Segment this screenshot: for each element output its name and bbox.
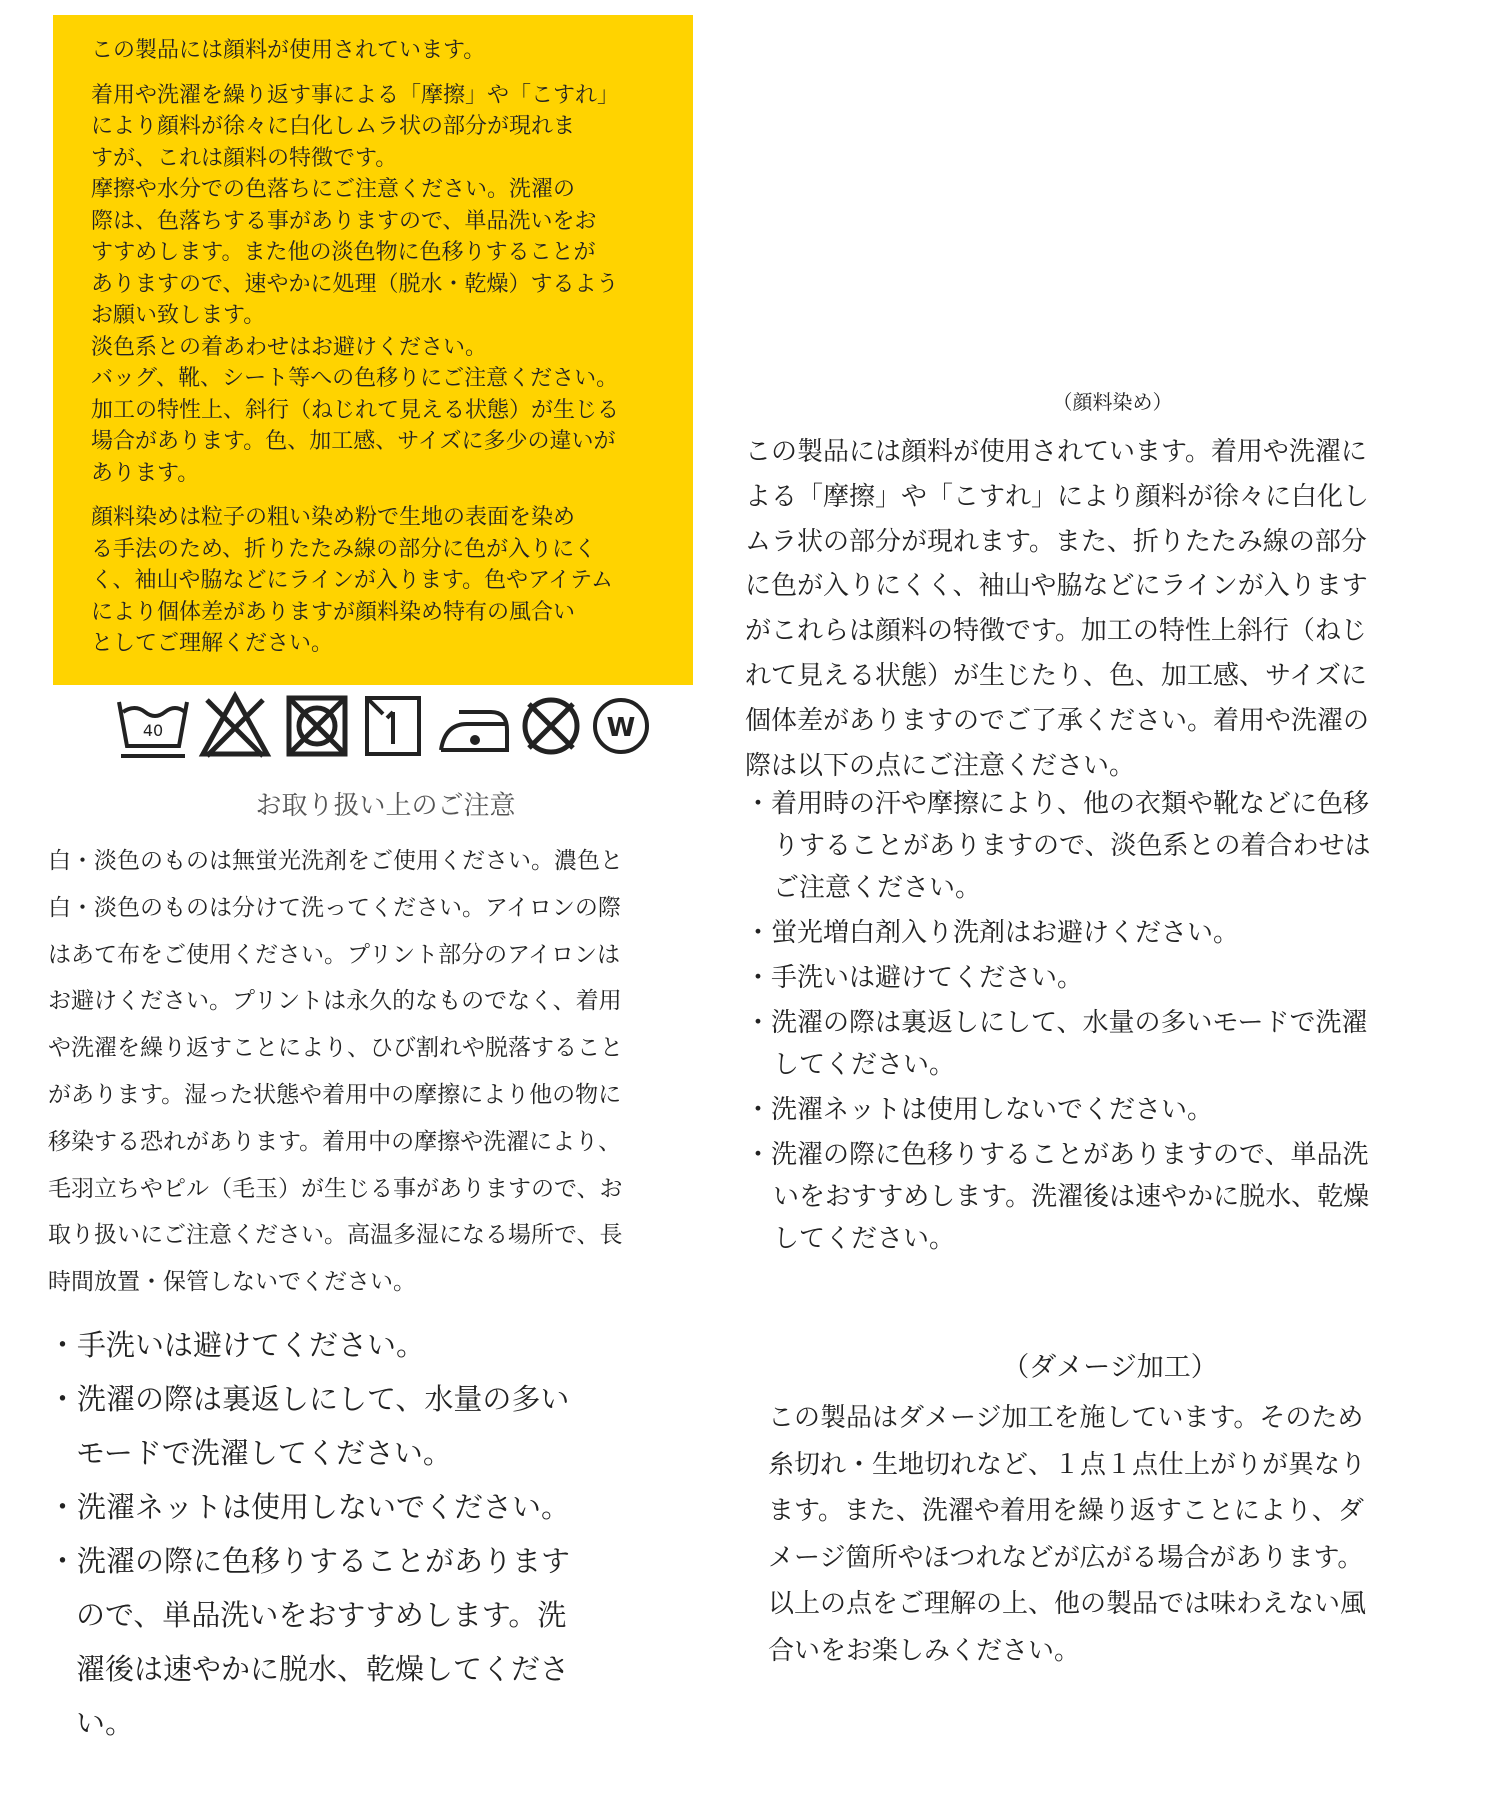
list-item: ・洗濯ネットは使用しないでください。	[745, 1095, 1214, 1125]
wash-40-icon	[119, 702, 187, 756]
damage-body: この製品はダメージ加工を施しています。そのため 糸切れ・生地切れなど、１点１点仕上がりが異なり ます。また、洗濯や着用を繰り返すことにより、ダ メージ箇所やほつれなどが広がる場合があります。 以上の点をご理解の上、他の製品では味わえない風 合いをお楽しみください。	[768, 1403, 1367, 1666]
no-dry-clean-icon	[525, 700, 577, 752]
line-dry-shade-icon	[367, 698, 419, 754]
wash-temp-label: 40	[142, 721, 164, 740]
list-item: ・洗濯の際は裏返しにして、水量の多いモードで洗濯 してください。	[745, 1008, 1368, 1080]
list-item: ・着用時の汗や摩擦により、他の衣類や靴などに色移 りすることがありますので、淡色系との着合わせは ご注意ください。	[745, 789, 1371, 903]
handling-title: お取り扱い上のご注意	[255, 791, 516, 821]
notice-paragraph: この製品には顔料が使用されています。	[91, 38, 486, 63]
wet-clean-label: W	[606, 713, 636, 743]
list-item: ・蛍光増白剤入り洗剤はお避けください。	[745, 918, 1240, 948]
pigment-body: この製品には顔料が使用されています。着用や洗濯に よる「摩擦」や「こすれ」により顔料が徐々に白化し ムラ状の部分が現れます。また、折りたたみ線の部分 に色が入りにくく、袖山や脇などにラインが入ります がこれらは顔料の特徴です。加工の特性上斜行（ねじ れて見える状態）が生じたり、色、加工感、サイズに 個体差がありますのでご了承ください。着用や洗濯の 際は以下の点にご注意ください。	[745, 437, 1370, 781]
damage-title: （ダメージ加工）	[1002, 1352, 1218, 1383]
pigment-title: （顔料染め）	[1052, 390, 1173, 414]
care-symbols-row	[115, 690, 655, 768]
list-item: ・手洗いは避けてください。	[745, 963, 1084, 993]
list-item: ・洗濯の際に色移りすることがありますので、単品洗 いをおすすめします。洗濯後は速やかに脱水、乾燥 してください。	[745, 1140, 1370, 1254]
list-item: ・手洗いは避けてください。	[48, 1328, 426, 1362]
pigment-notice-box	[53, 15, 693, 685]
list-item: ・洗濯ネットは使用しないでください。	[48, 1490, 571, 1524]
iron-low-icon	[441, 712, 507, 750]
no-bleach-icon	[203, 696, 267, 756]
pigment-list	[745, 783, 1485, 1263]
wet-clean-icon	[595, 700, 647, 752]
list-item: ・洗濯の際に色移りすることがあります ので、単品洗いをおすすめします。洗 濯後は速やかに脱水、乾燥してくださ い。	[48, 1544, 571, 1740]
notice-paragraph: 着用や洗濯を繰り返す事による「摩擦」や「こすれ」 により顔料が徐々に白化しムラ状の部分が現れま すが、これは顔料の特徴です。 摩擦や水分での色落ちにご注意ください。洗濯の 際は、色落ちする事がありますので、単品洗いをお すすめします。また他の淡色物に色移りすることが ありますので、速やかに処理（脱水・乾燥）するよう お願い致します。 淡色系との着あわせはお避けください。 バッグ、靴、シート等への色移りにご注意ください。 加工の特性上、斜行（ねじれて見える状態）が生じる 場合があります。色、加工感、サイズに多少の違いが あります。	[91, 82, 620, 486]
no-tumble-dry-icon	[289, 698, 345, 754]
list-item: ・洗濯の際は裏返しにして、水量の多い モードで洗濯してください。	[48, 1382, 570, 1470]
handling-list	[48, 1318, 668, 1750]
notice-paragraph: 顔料染めは粒子の粗い染め粉で生地の表面を染め る手法のため、折りたたみ線の部分に色が入りにく く、袖山や脇などにラインが入ります。色やアイテム により個体差がありますが顔料染め特有の風合い としてご理解ください。	[91, 505, 614, 656]
handling-body: 白・淡色のものは無蛍光洗剤をご使用ください。濃色と 白・淡色のものは分けて洗ってください。アイロンの際 はあて布をご使用ください。プリント部分のアイロンは お避けください。プリントは永久的なものでなく、着用 や洗濯を繰り返すことにより、ひび割れや脱落すること があります。湿った状態や着用中の摩擦により他の物に 移染する恐れがあります。着用中の摩擦や洗濯により、 毛羽立ちやピル（毛玉）が生じる事がありますので、お 取り扱いにご注意ください。高温多湿になる場所で、長 時間放置・保管しないでください。	[48, 848, 623, 1296]
